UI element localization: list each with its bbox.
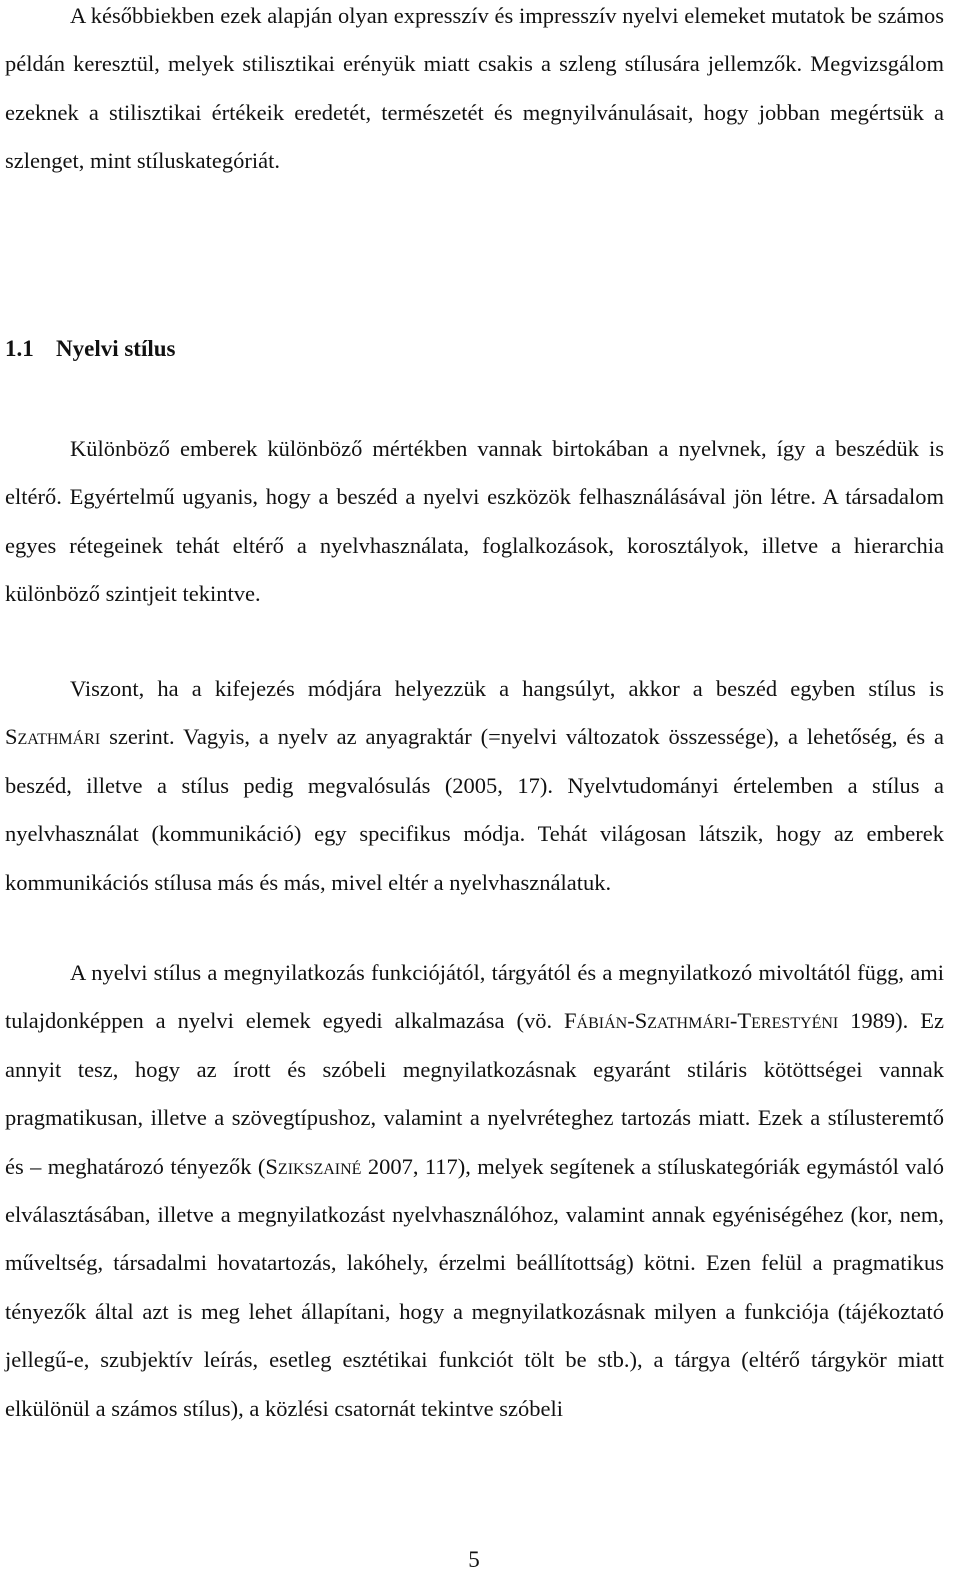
authors-citation: Fábián-Szathmári-Terestyéni bbox=[564, 1008, 839, 1034]
intro-text: A későbbiekben ezek alapján olyan expresszív és impresszív nyelvi elemeket mutatok be számos példán keresztül, melyek stilisztikai erényük miatt csakis a szleng stílusára jellemzők. Megvizsgálom ezeknek a stilisztikai értékeik eredetét, természetét és megnyilvánulásait, hogy jobban megértsük a szlenget, mint stíluskategóriát. bbox=[5, 3, 944, 174]
paragraph-2-text-end: szerint. Vagyis, a nyelv az anyagraktár (=nyelvi változatok összessége), a lehetőség, és a beszéd, illetve a stílus pedig megvalósulás (2005, 17). Nyelvtudományi értelemben a stílus a nyelvhasználat (kommunikáció) egy specifikus módja. Tehát világosan látszik, hogy az emberek kommunikációs stílusa más és más, mivel eltér a nyelvhasználatuk. bbox=[5, 724, 944, 895]
paragraph-1-text: Különböző emberek különböző mértékben vannak birtokában a nyelvnek, így a beszédük is eltérő. Egyértelmű ugyanis, hogy a beszéd a nyelvi eszközök felhasználásával jön létre. A társadalom egyes rétegeinek tehát eltérő a nyelvhasználata, foglalkozások, korosztályok, illetve a hierarchia különböző szintjeit tekintve. bbox=[5, 436, 944, 607]
paragraph-2-text-start: Viszont, ha a kifejezés módjára helyezzük a hangsúlyt, akkor a beszéd egyben stílus is bbox=[70, 676, 944, 701]
section-number: 1.1 bbox=[5, 336, 34, 361]
intro-paragraph bbox=[5, 0, 944, 186]
paragraph-3 bbox=[5, 949, 944, 1433]
paragraph-1 bbox=[5, 425, 944, 619]
page-number: 5 bbox=[468, 1547, 480, 1572]
author-citation-2: Szikszainé bbox=[265, 1153, 362, 1179]
author-citation: Szathmári bbox=[5, 724, 101, 750]
section-title: Nyelvi stílus bbox=[56, 336, 176, 361]
paragraph-3-text-middle: 1989). Ez annyit tesz, hogy az írott és szóbeli megnyilatkozásnak egyaránt stiláris kötöttségei vannak pragmatikusan, illetve a szövegtípushoz, valamint a nyelvréteghez tartozás miatt. Ezek a stílusteremtő és – meghatározó tényezők ( bbox=[5, 1008, 944, 1179]
paragraph-3-text-start: A nyelvi stílus a megnyilatkozás funkciójától, tárgyától és a megnyilatkozó mivoltától függ, ami tulajdonképpen a nyelvi elemek egyedi alkalmazása (vö. bbox=[5, 960, 944, 1034]
section-heading bbox=[5, 325, 175, 373]
paragraph-3-text-end: 2007, 117), melyek segítenek a stíluskategóriák egymástól való elválasztásában, illetve a megnyilatkozást nyelvhasználóhoz, valamint annak egyéniségéhez (kor, nem, műveltség, társadalmi hovatartozás, lakóhely, érzelmi beállítottság) kötni. Ezen felül a pragmatikus tényezők által azt is meg lehet állapítani, hogy a megnyilatkozásnak milyen a funkciója (tájékoztató jellegű-e, szubjektív leírás, esetleg esztétikai funkciót tölt be stb.), a tárgya (eltérő tárgykör miatt elkülönül a számos stílus), a közlési csatornát tekintve szóbeli bbox=[5, 1153, 945, 1421]
paragraph-2 bbox=[5, 665, 944, 907]
